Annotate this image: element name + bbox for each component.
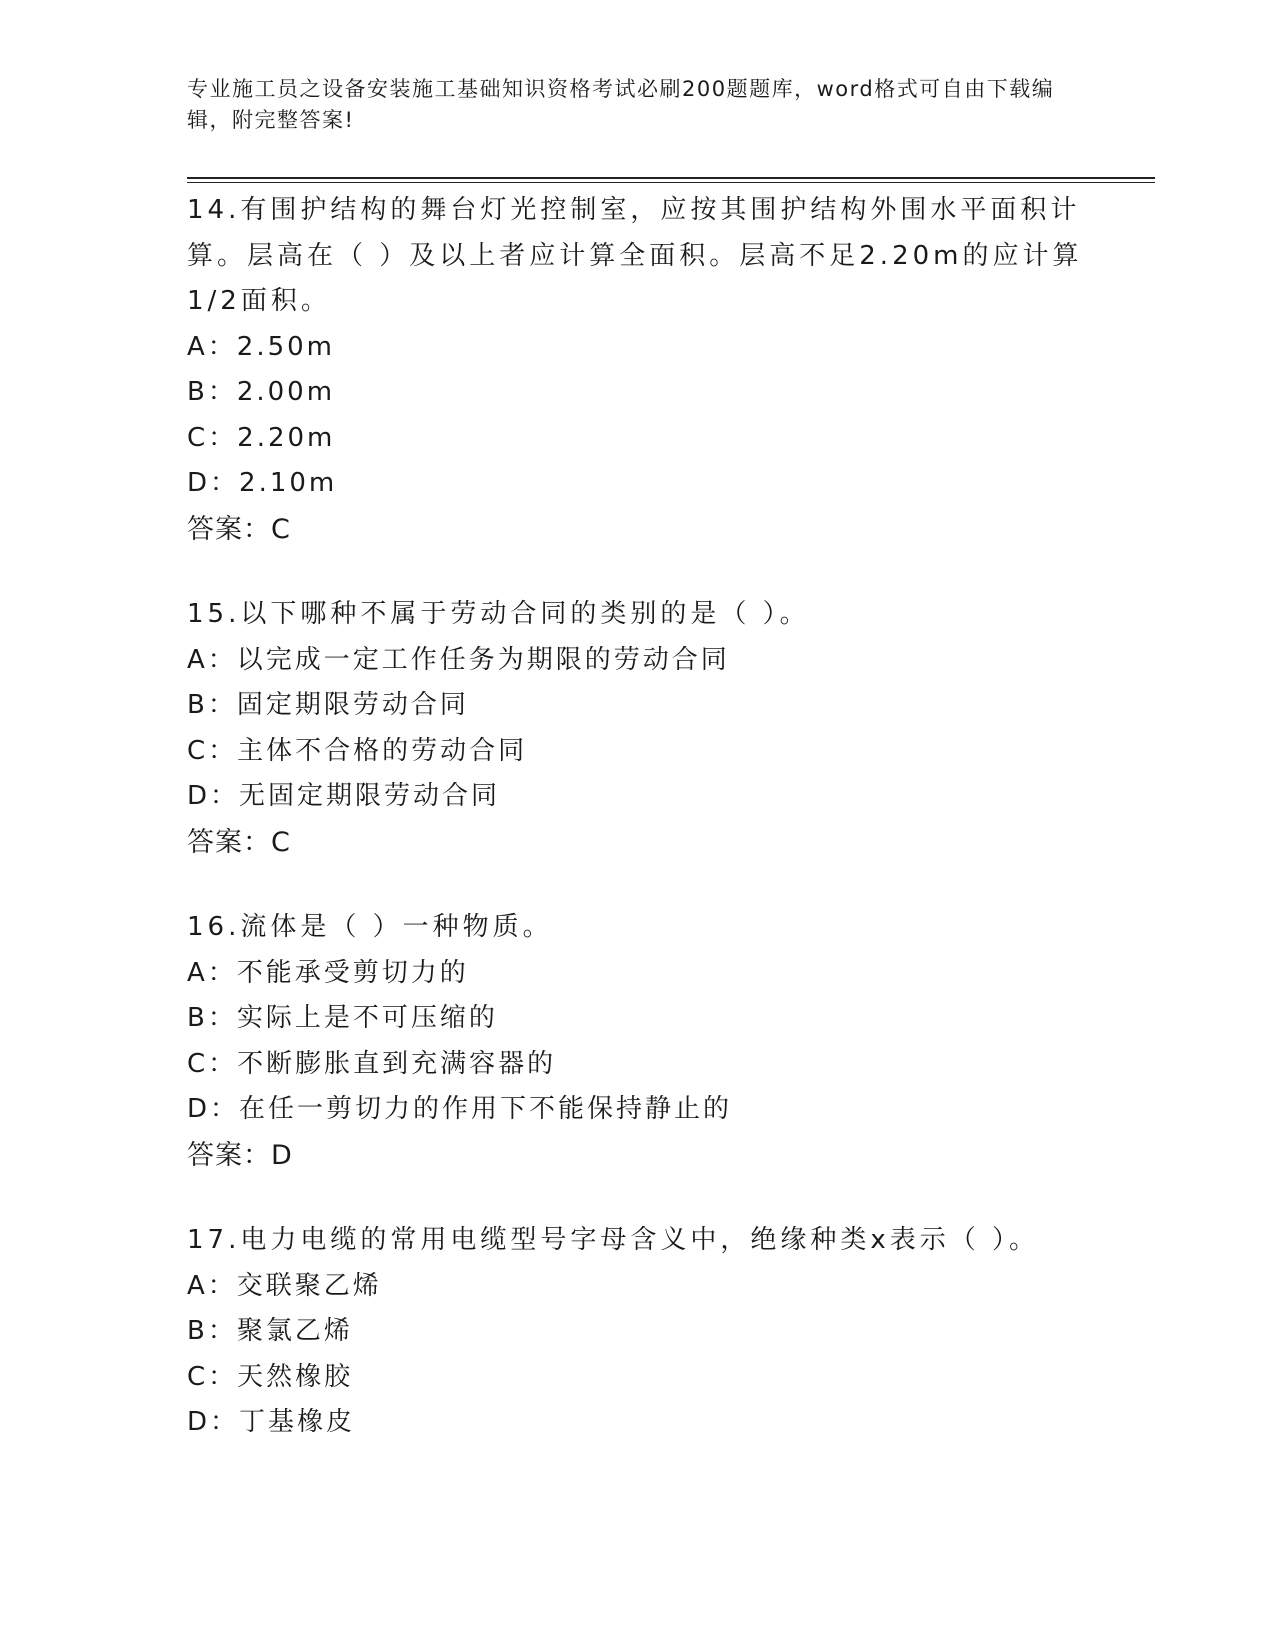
header-divider-thin bbox=[187, 182, 1155, 183]
answer-line: 答案：C bbox=[187, 513, 291, 545]
question-stem: 16.流体是（ ）一种物质。 bbox=[187, 912, 553, 942]
option-a: A：不能承受剪切力的 bbox=[187, 957, 469, 988]
question-list bbox=[187, 188, 1087, 1486]
question-stem: 15.以下哪种不属于劳动合同的类别的是（ ）。 bbox=[187, 599, 810, 629]
option-d: D：在任一剪切力的作用下不能保持静止的 bbox=[187, 1094, 733, 1124]
option-d: D：2.10m bbox=[187, 468, 338, 498]
question-17 bbox=[187, 1218, 1087, 1446]
question-15 bbox=[187, 592, 1087, 865]
answer-line: 答案：D bbox=[187, 1139, 293, 1171]
header-divider-thick bbox=[187, 177, 1155, 179]
option-c: C：天然橡胶 bbox=[187, 1361, 354, 1392]
option-b: B：实际上是不可压缩的 bbox=[187, 1003, 498, 1033]
question-16 bbox=[187, 905, 1087, 1178]
option-a: A：2.50m bbox=[187, 331, 336, 362]
question-stem: 14.有围护结构的舞台灯光控制室，应按其围护结构外围水平面积计算。层高在（ ）及以上者应计算全面积。层高不足2.20m的应计算1/2面积。 bbox=[187, 195, 1083, 316]
option-b: B：聚氯乙烯 bbox=[187, 1316, 353, 1346]
question-stem: 17.电力电缆的常用电缆型号字母含义中，绝缘种类x表示（ ）。 bbox=[187, 1225, 1040, 1255]
question-14 bbox=[187, 188, 1087, 552]
option-d: D：无固定期限劳动合同 bbox=[187, 781, 501, 811]
answer-line: 答案：C bbox=[187, 826, 291, 858]
option-c: C：主体不合格的劳动合同 bbox=[187, 735, 528, 766]
document-header: 专业施工员之设备安装施工基础知识资格考试必刷200题题库，word格式可自由下载编辑，附完整答案! bbox=[187, 77, 1055, 132]
option-b: B：固定期限劳动合同 bbox=[187, 690, 469, 720]
option-b: B：2.00m bbox=[187, 377, 336, 407]
option-c: C：不断膨胀直到充满容器的 bbox=[187, 1048, 557, 1079]
option-a: A：交联聚乙烯 bbox=[187, 1270, 382, 1301]
option-a: A：以完成一定工作任务为期限的劳动合同 bbox=[187, 644, 730, 675]
option-d: D：丁基橡皮 bbox=[187, 1407, 356, 1437]
option-c: C：2.20m bbox=[187, 422, 336, 453]
